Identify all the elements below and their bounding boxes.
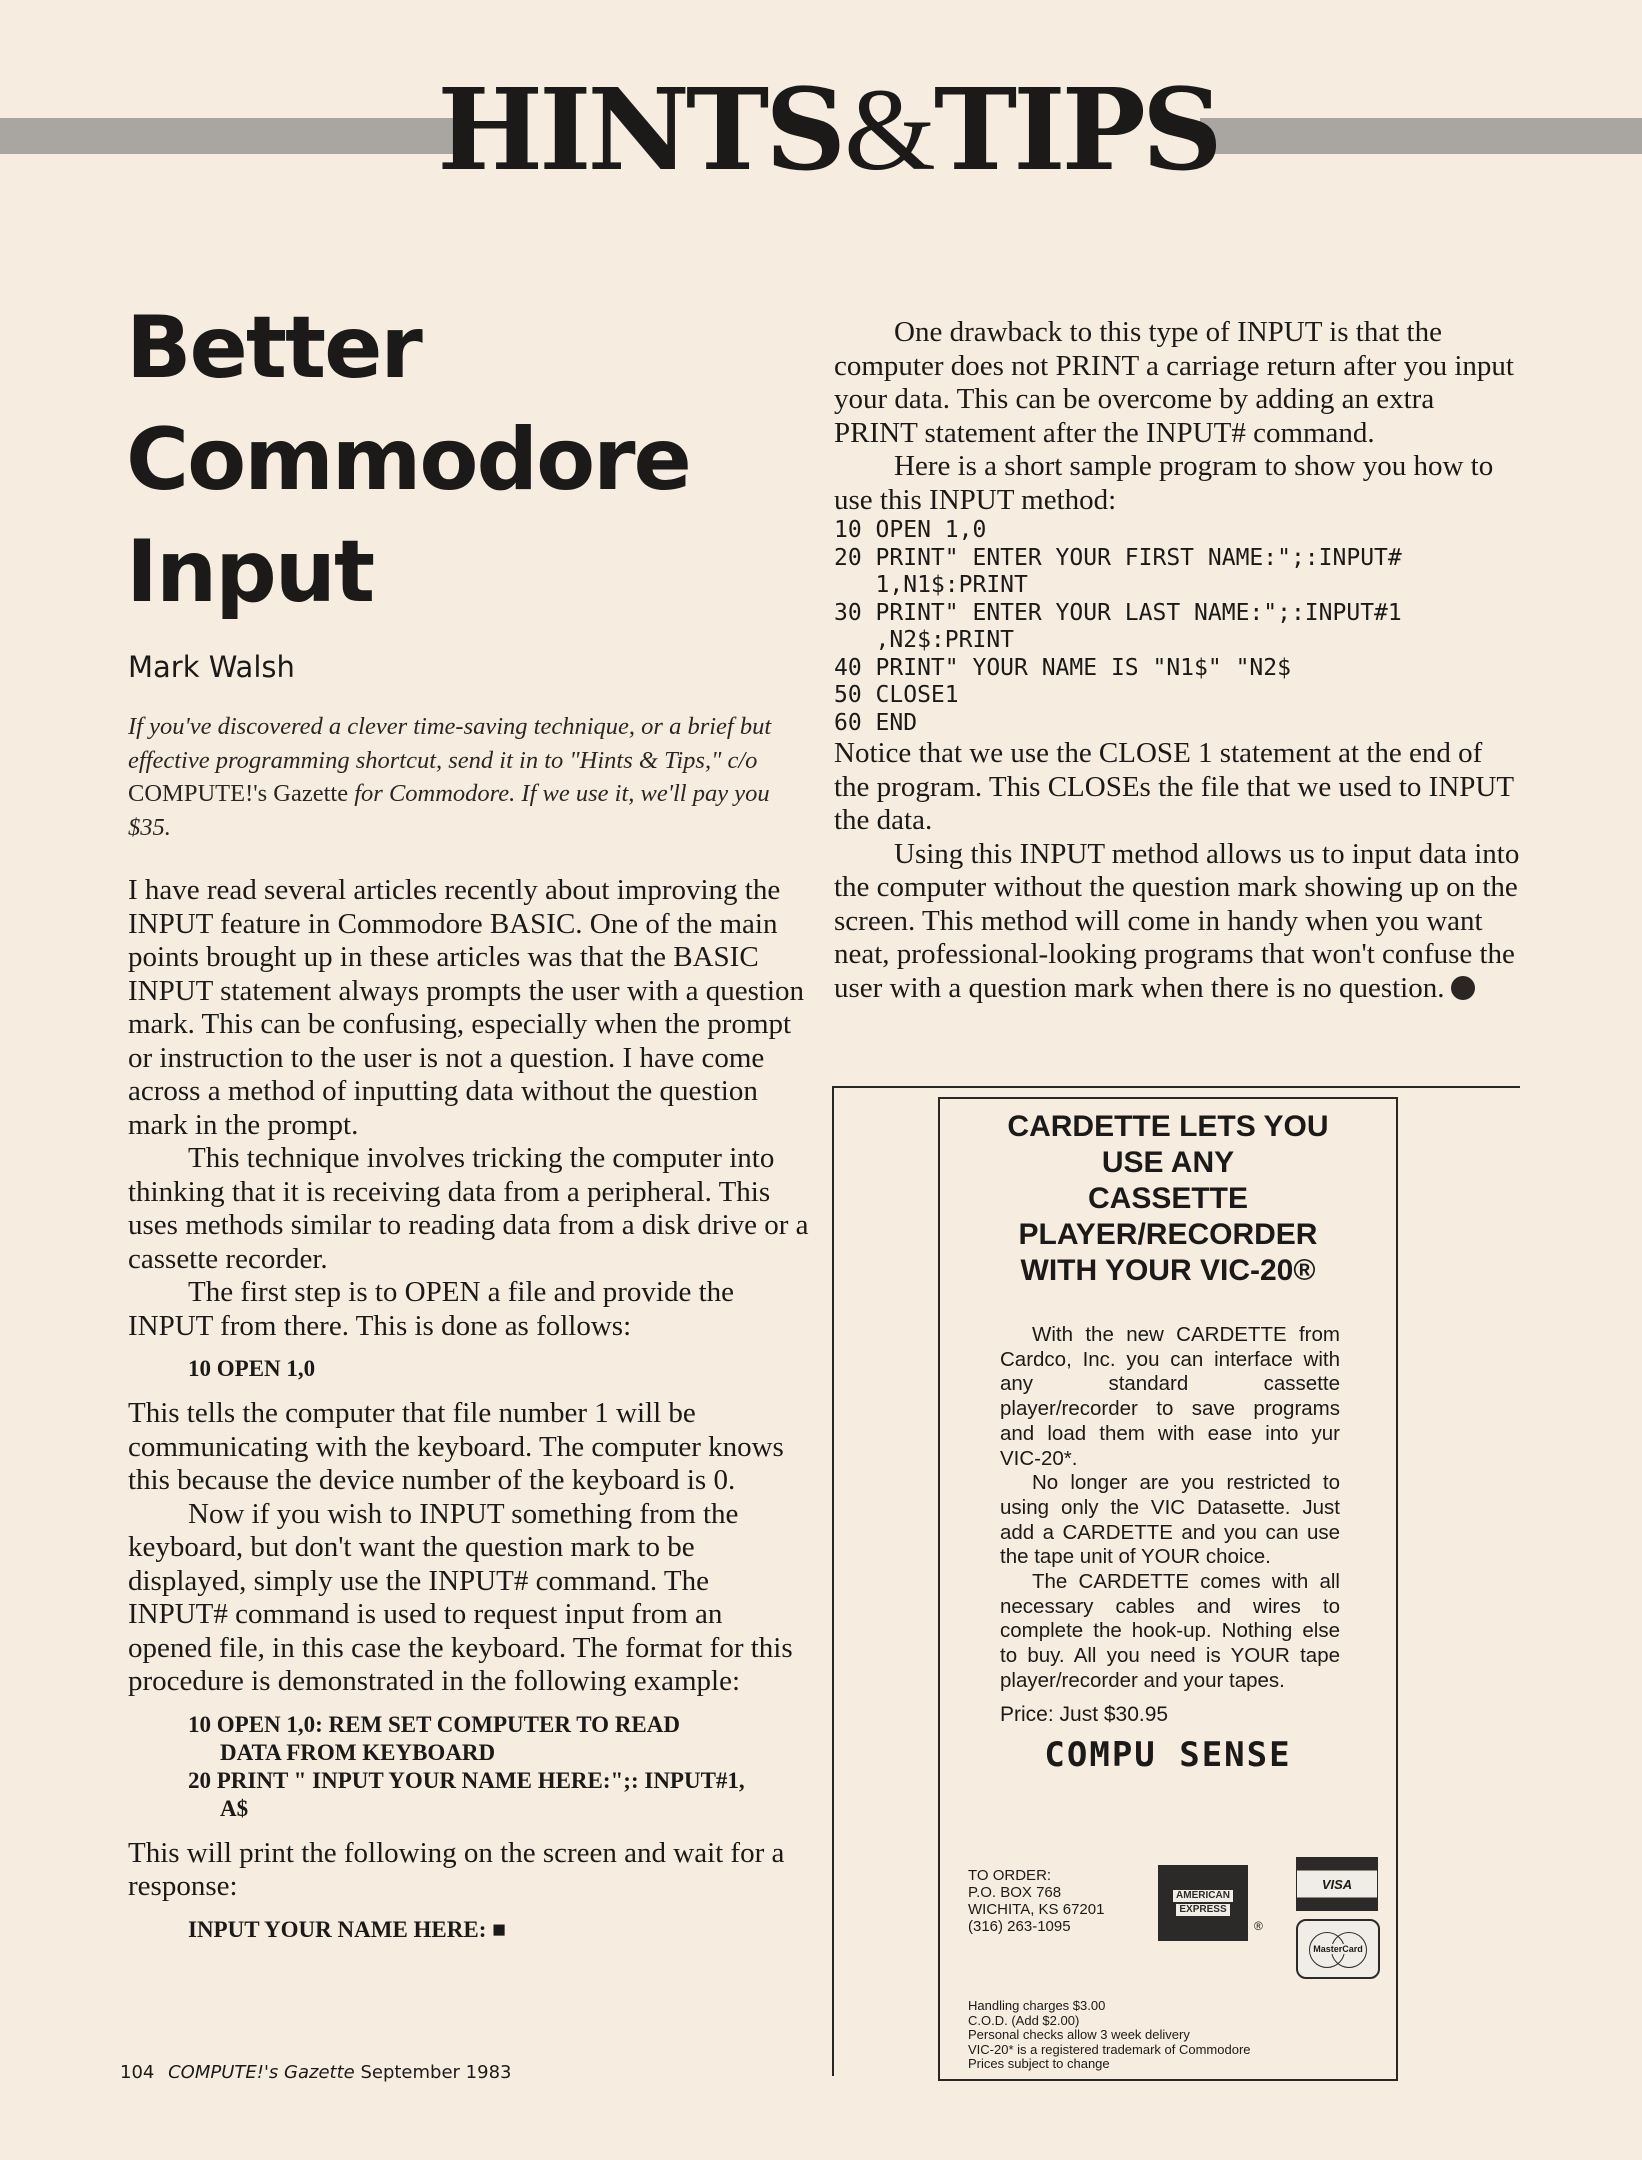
footer-date: September 1983 [360, 2062, 512, 2083]
order-info [968, 1867, 1104, 1935]
mastercard-text: MasterCard [1313, 1944, 1363, 1954]
title-line: Input [126, 522, 374, 622]
title-line: Commodore [126, 410, 690, 510]
header-ampersand: & [844, 64, 932, 195]
paragraph: Notice that we use the CLOSE 1 statement at the end of the program. This CLOSEs the file that we used to INPUT the data. [834, 737, 1514, 836]
paragraph [834, 838, 1520, 1006]
intro-blurb [128, 710, 808, 844]
left-column [128, 874, 812, 1958]
ad-price: Price: Just $30.95 [1000, 1703, 1169, 1726]
ad-top-rule [834, 1086, 1520, 1088]
header-tips: TIPS [933, 64, 1219, 196]
ad-headline-line: WITH YOUR VIC-20® [1020, 1254, 1316, 1287]
fine-line: Personal checks allow 3 week delivery [968, 2027, 1190, 2042]
right-column [834, 316, 1520, 1005]
ad-headline-line: CASSETTE [1087, 1182, 1249, 1215]
order-line: TO ORDER: [968, 1867, 1052, 1884]
code-example-3: INPUT YOUR NAME HERE: ■ [188, 1916, 507, 1942]
order-line: WICHITA, KS 67201 [968, 1901, 1105, 1918]
fine-line: Prices subject to change [968, 2056, 1110, 2071]
end-mark-icon [1451, 976, 1475, 1000]
paragraph: This technique involves tricking the computer into thinking that it is receiving data from a peripheral. This uses methods similar to reading data from a disk drive or a cassette recorder. [128, 1142, 809, 1275]
article-title [126, 292, 826, 628]
code-example-2 [188, 1711, 812, 1823]
author-byline: Mark Walsh [128, 650, 295, 684]
ad-paragraph: No longer are you restricted to using only the VIC Datasette. Just add a CARDETTE and you can use the tape unit of YOUR choice. [1000, 1471, 1340, 1569]
fine-line: C.O.D. (Add $2.00) [968, 2012, 1080, 2028]
ad-paragraph: The CARDETTE comes with all necessary cables and wires to complete the hook-up. Nothing else to buy. All you need is YOUR tape player/recorder and your tapes. [1000, 1570, 1340, 1692]
amex-card-icon [1158, 1865, 1248, 1941]
ad-headline-line: USE ANY [1101, 1146, 1235, 1179]
code-line: A$ [220, 1795, 249, 1821]
fine-line: VIC-20* is a registered trademark of Commodore [968, 2041, 1251, 2057]
compusense-logo: COMPU SENSE [1044, 1735, 1292, 1775]
ad-body [1000, 1323, 1340, 1694]
intro-publication: COMPUTE!'s Gazette [128, 780, 349, 807]
intro-part2: for Commodore. If we use it, we'll pay you $35. [128, 780, 770, 841]
ad-headline [940, 1109, 1396, 1289]
paragraph: I have read several articles recently about improving the INPUT feature in Commodore BASIC. One of the main points brought up in these articles was that the BASIC INPUT statement always prompts the user with a question mark. This can be confusing, especially when the prompt or instruction to the user is not a question. I have come across a method of inputting data without the question mark in the prompt. [128, 874, 805, 1141]
amex-text: AMERICAN [1173, 1890, 1233, 1902]
footer-publication: COMPUTE!'s Gazette [168, 2062, 355, 2083]
paragraph: This tells the computer that file number 1 will be communicating with the keyboard. The computer knows this because the device number of the keyboard is 0. [128, 1397, 784, 1496]
ad-headline-line: CARDETTE LETS YOU [1007, 1110, 1329, 1143]
cardette-advertisement [938, 1097, 1398, 2081]
registered-mark: ® [1254, 1919, 1263, 1933]
order-line: (316) 263-1095 [968, 1918, 1071, 1935]
ad-fine-print [968, 1999, 1251, 2072]
code-example-1: 10 OPEN 1,0 [188, 1356, 316, 1381]
sample-program: 10 OPEN 1,0 20 PRINT" ENTER YOUR FIRST NAME:";:INPUT# 1,N1$:PRINT 30 PRINT" ENTER YOUR LAST NAME:";:INPUT#1 ,N2$:PRINT 40 PRINT" YOUR NAME IS "N1$" "N2$ 50 CLOSE1 60 END [834, 517, 1402, 736]
intro-part1: If you've discovered a clever time-saving technique, or a brief but effective programming shortcut, send it in to "Hints & Tips," c/o [128, 713, 772, 774]
page-footer [120, 2062, 511, 2083]
paragraph: This will print the following on the screen and wait for a response: [128, 1836, 785, 1902]
paragraph-text: Using this INPUT method allows us to input data into the computer without the question mark showing up on the screen. This method will come in handy when you want neat, professional-looking programs that won't confuse the user with a question mark when there is no question. [834, 837, 1520, 1004]
ad-headline-line: PLAYER/RECORDER [1018, 1218, 1318, 1251]
paragraph: One drawback to this type of INPUT is that the computer does not PRINT a carriage return after you input your data. This can be overcome by adding an extra PRINT statement after the INPUT# command. [834, 316, 1514, 449]
visa-card-icon: VISA [1296, 1857, 1378, 1911]
header-hints: HINTS [437, 64, 843, 196]
code-line: 20 PRINT " INPUT YOUR NAME HERE:";: INPUT#1, [188, 1767, 745, 1793]
order-line: P.O. BOX 768 [968, 1884, 1062, 1901]
code-line: DATA FROM KEYBOARD [220, 1739, 496, 1765]
fine-line: Handling charges $3.00 [968, 1998, 1106, 2013]
amex-text: EXPRESS [1176, 1904, 1229, 1916]
ad-paragraph: With the new CARDETTE from Cardco, Inc. you can interface with any standard cassette player/recorder to save programs and load them with ease into yur VIC-20*. [1000, 1323, 1340, 1470]
paragraph: Here is a short sample program to show you how to use this INPUT method: [834, 450, 1494, 516]
ad-left-rule [832, 1086, 834, 2076]
code-line: 10 OPEN 1,0: REM SET COMPUTER TO READ [188, 1711, 680, 1737]
paragraph: Now if you wish to INPUT something from the keyboard, but don't want the question mark to be displayed, simply use the INPUT# command. The INPUT# command is used to request input from an opened file, in this case the keyboard. The format for this procedure is demonstrated in the following example: [128, 1497, 793, 1697]
title-line: Better [126, 298, 421, 398]
paragraph: The first step is to OPEN a file and provide the INPUT from there. This is done as follows: [128, 1276, 735, 1342]
mastercard-icon [1296, 1919, 1380, 1979]
page-number: 104 [120, 2062, 155, 2083]
section-header [437, 60, 1219, 200]
